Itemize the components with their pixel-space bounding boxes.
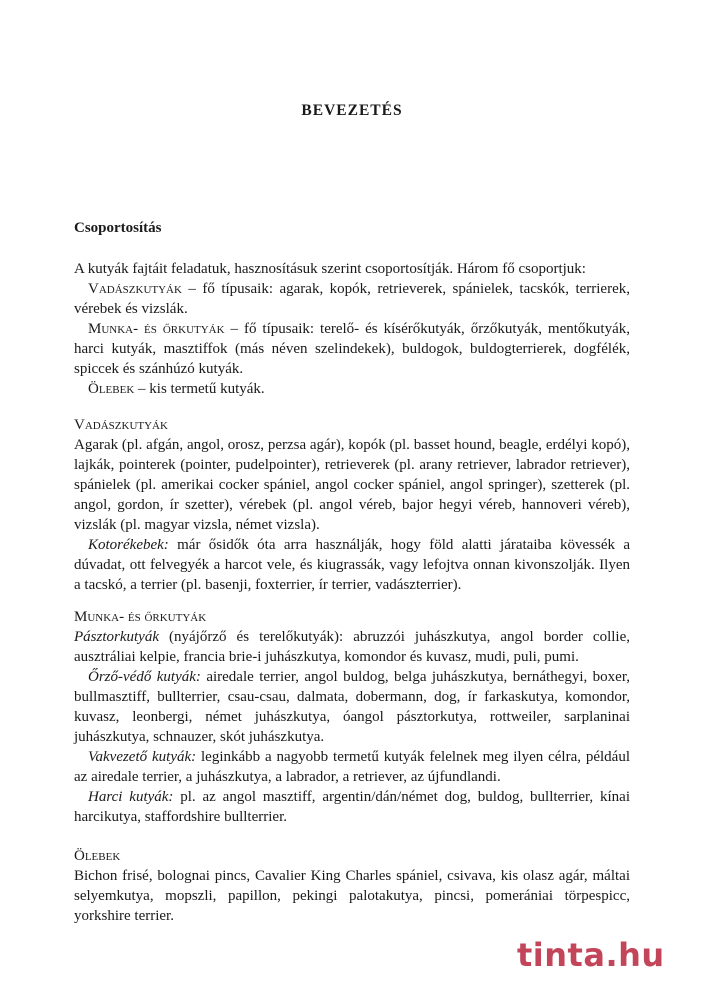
term-label: Vadászkutyák — [88, 281, 182, 297]
paragraph: Agarak (pl. afgán, angol, orosz, perzsa agár), kopók (pl. basset hound, beagle, erdélyi kopó), lajkák, pointerek (pointer, pudelpointer), retrieverek (pl. arany retriever, labrador retriever), spánielek (pl. amerikai cocker spániel, angol cocker spániel, angol springer), szetterek (pl. angol, gordon, ír szetter), vérebek (pl. angol véreb, bajor hegyi véreb, hannoveri véreb), vizslák (pl. magyar vizsla, német vizsla). — [74, 437, 630, 533]
paragraph: Bichon frisé, bolognai pincs, Cavalier King Charles spániel, csivava, kis olasz agár, máltai selyemkutya, mopszli, papillon, pekingi palotakutya, pincsi, pomerániai törpespicc, yorkshire terrier. — [74, 868, 630, 924]
subsection-title: Vadászkutyák — [74, 417, 168, 433]
term-label: Ölebek — [88, 381, 135, 397]
subsection-title: Ölebek — [74, 848, 121, 864]
term-label: Harci kutyák: — [88, 789, 174, 805]
term-text: – fő típusaik: agarak, kopók, retrieverek, spánielek, tacskók, terrierek, vérebek és vizslák. — [74, 281, 630, 317]
term-text: airedale terrier, angol buldog, belga juhászkutya, bernáthegyi, boxer, bullmasztiff, bullterrier, csau-csau, dalmata, dobermann, dog, ír farkaskutya, komondor, kuvasz, leonbergi, német juhászkutya, óangol pásztorkutya, rottweiler, sarplaninai juhászkutya, schnauzer, skót juhászkutya. — [74, 669, 630, 745]
paragraph — [74, 787, 630, 827]
subsection-title: Munka- és őrkutyák — [74, 609, 207, 625]
intro-item-lapdogs — [74, 379, 630, 399]
paragraph — [74, 667, 630, 747]
term-text: leginkább a nagyobb termetű kutyák felelnek meg ilyen célra, például az airedale terrier, a juhászkutya, a labrador, a retriever, az újfundlandi. — [74, 749, 630, 785]
term-label: Őrző-védő kutyák: — [88, 669, 201, 685]
intro-item-working — [74, 319, 630, 379]
term-text: már ősidők óta arra használják, hogy föld alatti járataiba kövessék a dúvadat, ott felvegyék a harcot vele, és kiugrassák, vagy lefojtva onnan kivonszolják. Ilyen a tacskó, a terrier (pl. basenji, foxterrier, ír terrier, vadászterrier). — [74, 537, 630, 593]
term-text: – fő típusaik: terelő- és kísérőkutyák, őrzőkutyák, mentőkutyák, harci kutyák, masztiffok (más néven szelindekek), buldogok, buldogterrierek, dogfélék, spiccek és szánhúzó kutyák. — [74, 321, 631, 377]
intro-section — [74, 259, 630, 399]
paragraph — [74, 627, 630, 667]
term-text: pl. az angol masztiff, argentin/dán/német dog, buldog, bullterrier, kínai harcikutya, staffordshire bullterrier. — [74, 789, 630, 825]
intro-item-hunting — [74, 279, 630, 319]
paragraph — [74, 535, 630, 595]
term-text: (nyájőrző és terelőkutyák): abruzzói juhászkutya, angol border collie, ausztráliai kelpie, francia brie-i juhászkutya, komondor és kuvasz, mudi, puli, pumi. — [74, 629, 630, 665]
term-label: Kotorékebek: — [88, 537, 169, 553]
section-heading: Csoportosítás — [74, 220, 162, 236]
term-label: Pásztorkutyák — [74, 629, 159, 645]
term-label: Munka- és őrkutyák — [88, 321, 225, 337]
watermark-logo: tinta.hu — [517, 936, 665, 974]
working-dogs-section — [74, 607, 630, 827]
paragraph — [74, 747, 630, 787]
page-title: BEVEZETÉS — [301, 102, 403, 119]
hunting-dogs-section — [74, 415, 630, 595]
lapdogs-section — [74, 846, 630, 926]
term-text: – kis termetű kutyák. — [134, 381, 265, 397]
term-label: Vakvezető kutyák: — [88, 749, 197, 765]
intro-paragraph: A kutyák fajtáit feladatuk, hasznosításuk szerint csoportosítják. Három fő csoportjuk: — [74, 261, 586, 277]
